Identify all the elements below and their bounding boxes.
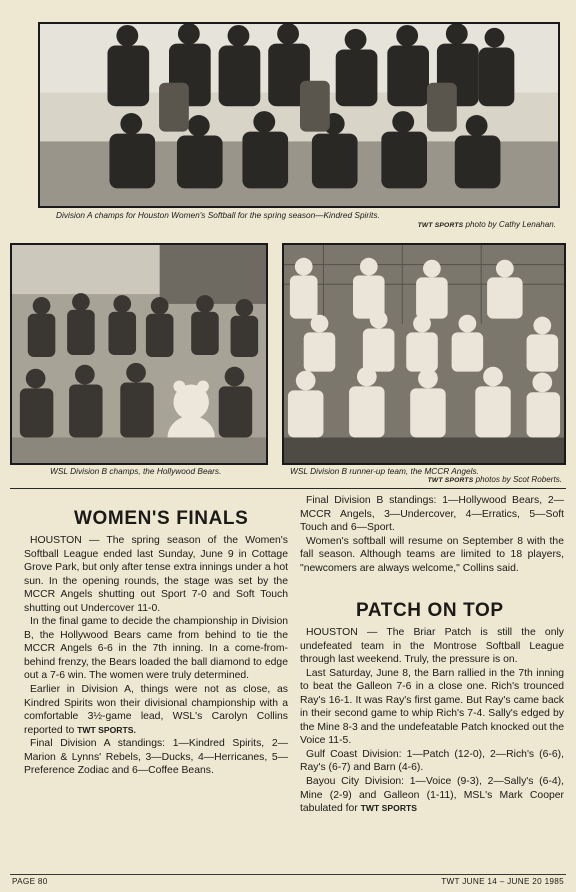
article-womens-finals-continued [300, 494, 564, 575]
article-paragraph: In the final game to decide the championship in Division B, the Hollywood Bears came from behind to tie the MCCR Angels 6-6 in the 7th inning. In a come-from-behind frenzy, the Bears loaded the ball diamond to edge out a 7-6 win. The women were truly determined. [24, 616, 288, 682]
credit-brand: TWT SPORTS [427, 477, 474, 484]
article-paragraph: Final Division A standings: 1—Kindred Spirits, 2—Marion & Lynns' Rebels, 3—Ducks, 4—Herricanes, 5—Preference Zodiac and 6—Coffee Beans. [24, 738, 288, 777]
photo-credit-top [400, 220, 556, 231]
article-paragraph: Women's softball will resume on September 8 with the fall season. Although teams are limited to 18 players, "newcomers are always welcome," Collins said. [300, 535, 564, 574]
photo-division-a-champs [38, 22, 560, 208]
team-photo-image [12, 245, 266, 463]
team-photo-image [284, 245, 564, 463]
photo-caption-right: WSL Division B runner-up team, the MCCR Angels. [290, 466, 479, 476]
team-photo-image [40, 24, 558, 206]
page-number: PAGE 80 [12, 877, 48, 886]
headline-womens-finals: WOMEN'S FINALS [74, 508, 249, 529]
photo-caption-left: WSL Division B champs, the Hollywood Bears. [50, 466, 222, 476]
headline-patch-on-top: PATCH ON TOP [356, 600, 504, 621]
article-paragraph: Last Saturday, June 8, the Barn rallied in the 7th inning to beat the Galleon 7-6 in a close one. Rich's trounced Ray's 16-1. It was Ray's first game. But Ray's came back in their second game to whip Rich's 7-4. Sally's edged by the Mine 8-3 and the undefeatable Patch knocked out the Voice 11-5. [300, 667, 564, 747]
photo-caption-top: Division A champs for Houston Women's Softball for the spring season—Kindred Spirits. [56, 210, 380, 220]
photo-credit-right [396, 475, 562, 486]
photo-mccr-angels [282, 243, 566, 465]
twt-sports-tag: TWT SPORTS. [77, 724, 136, 735]
article-paragraph: HOUSTON — The Briar Patch is still the only undefeated team in the Montrose Softball League through last weekend. Truly, the pressure is on. [300, 627, 564, 666]
paragraph-text: Earlier in Division A, things were not as close, as Kindred Spirits won their divisional championship with a comfortable 3½-game lead, WSL's Carolyn Collins reported to [24, 684, 288, 736]
twt-sports-tag: TWT SPORTS [360, 803, 418, 814]
article-womens-finals [24, 534, 288, 778]
paragraph-text: Bayou City Division: 1—Voice (9-3), 2—Sally's (6-4), Mine (2-9) and Galleon (1-11), MSL's Mark Cooper tabulated for [300, 776, 564, 815]
photo-hollywood-bears [10, 243, 268, 465]
article-paragraph [24, 683, 288, 737]
article-paragraph [300, 775, 564, 816]
credit-text: photos by Scot Roberts. [475, 475, 562, 484]
article-paragraph: HOUSTON — The spring season of the Women's Softball League ended last Sunday, June 9 in Cottage Grove Park, but only after tense extra innings under a hot sun. In the opening rounds, the stage was set by the MCCR Angels shutting out Sport 7-0 and Soft Touch shutting out Undercover 11-0. [24, 535, 288, 614]
footer-rule [10, 874, 566, 875]
credit-text: photo by Cathy Lenahan. [465, 220, 556, 229]
credit-brand: TWT SPORTS [417, 222, 464, 229]
article-paragraph: Final Division B standings: 1—Hollywood Bears, 2—MCCR Angels, 3—Undercover, 4—Erratics, 5—Soft Touch and 6—Sport. [300, 495, 564, 534]
issue-dateline: TWT JUNE 14 – JUNE 20 1985 [441, 877, 564, 886]
divider [10, 488, 566, 489]
article-paragraph: Gulf Coast Division: 1—Patch (12-0), 2—Rich's (6-6), Ray's (6-7) and Barn (4-6). [300, 748, 564, 774]
article-patch-on-top [300, 626, 564, 816]
